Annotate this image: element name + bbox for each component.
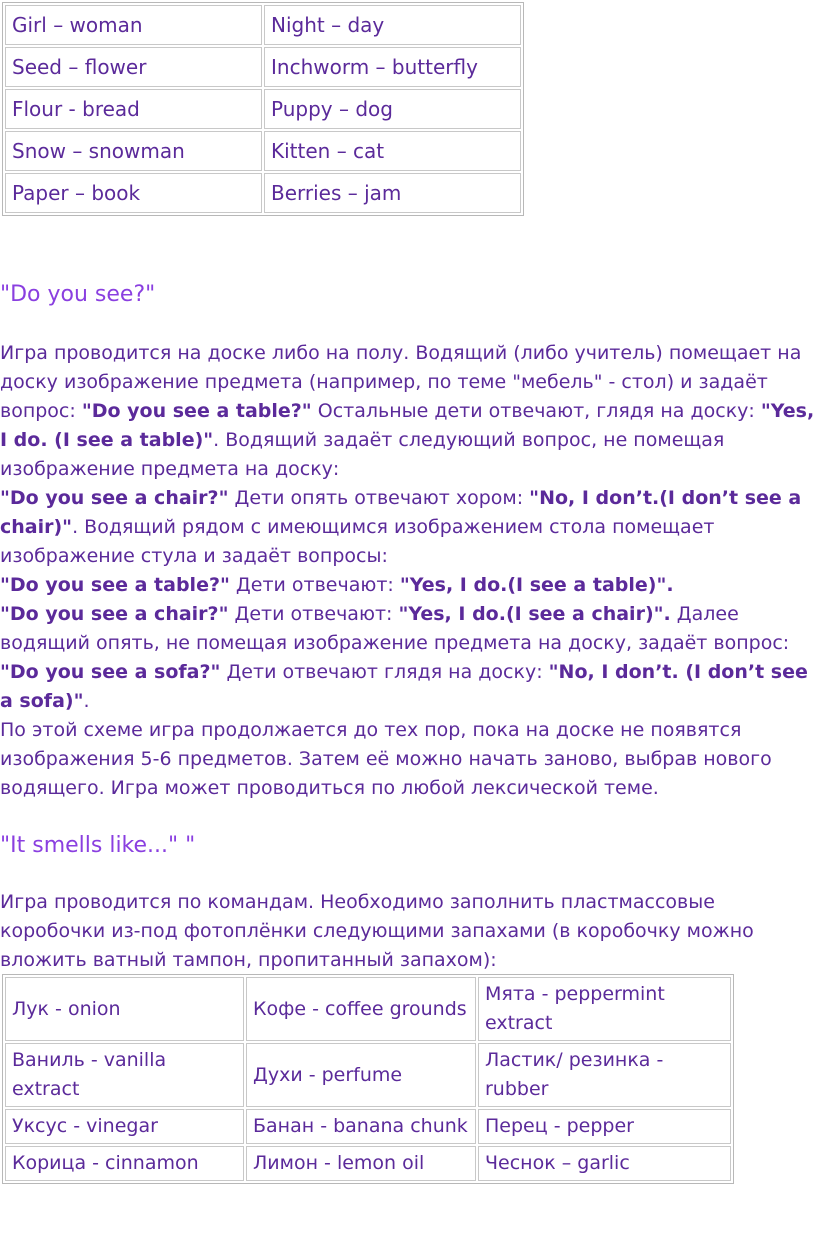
table-cell: Кофе - coffee grounds: [246, 977, 476, 1041]
answer: "No, I don’t. (I don’t see a sofa)": [0, 661, 808, 712]
table-row: [5, 173, 521, 213]
table-cell: Inchworm – butterfly: [264, 47, 521, 87]
table-cell: Snow – snowman: [5, 131, 262, 171]
table-row: [5, 89, 521, 129]
answer: "No, I don’t.(I don’t see a chair)": [0, 487, 802, 538]
section-body-it-smells-like: Игра проводится по командам. Необходимо заполнить пластмассовые коробочки из-под фотоплёнки следующими запахами (в коробочку можно вложить ватный тампон, пропитанный запахом):: [0, 891, 754, 971]
smells-table: [2, 974, 734, 1184]
table-cell: Перец - pepper: [478, 1109, 731, 1144]
section-body-do-you-see: [0, 339, 816, 803]
table-row: [5, 131, 521, 171]
table-cell: Духи - perfume: [246, 1043, 476, 1107]
text: По этой схеме игра продолжается до тех пор, пока на доске не появятся изображения 5-6 предметов. Затем её можно начать заново, выбрав нового водящего. Игра может проводиться по любой лексической теме.: [0, 719, 772, 799]
answer: "Yes, I do.(I see a table)".: [399, 574, 674, 596]
table-cell: Лук - onion: [5, 977, 244, 1041]
table-row: [5, 1109, 731, 1144]
table-row: [5, 977, 731, 1041]
question: "Do you see a table?": [81, 400, 312, 422]
text: Дети отвечают:: [228, 603, 399, 625]
table-cell: Корица - cinnamon: [5, 1146, 244, 1181]
table-cell: Мята - peppermint extract: [478, 977, 731, 1041]
table-cell: Puppy – dog: [264, 89, 521, 129]
table-cell: Seed – flower: [5, 47, 262, 87]
table-cell: Ваниль - vanilla extract: [5, 1043, 244, 1107]
text: . Водящий задаёт следующий вопрос, не помещая изображение предмета на доску:: [0, 429, 725, 480]
text: Дети отвечают глядя на доску:: [220, 661, 549, 683]
table-cell: Чеснок – garlic: [478, 1146, 731, 1181]
word-pairs-table: [2, 2, 524, 216]
text: . Водящий рядом с имеющимся изображением стола помещает изображение стула и задаёт вопросы:: [0, 516, 715, 567]
table-cell: Flour - bread: [5, 89, 262, 129]
section-title-it-smells-like: "It smells like..." ": [0, 833, 196, 858]
table-cell: Лимон - lemon oil: [246, 1146, 476, 1181]
table-row: [5, 1043, 731, 1107]
text: Остальные дети отвечают, глядя на доску:: [311, 400, 761, 422]
table-cell: Уксус - vinegar: [5, 1109, 244, 1144]
table-cell: Ластик/ резинка - rubber: [478, 1043, 731, 1107]
text: .: [83, 690, 90, 712]
table-cell: Berries – jam: [264, 173, 521, 213]
section-title-do-you-see: "Do you see?": [0, 282, 156, 307]
table-cell: Paper – book: [5, 173, 262, 213]
table-cell: Kitten – cat: [264, 131, 521, 171]
table-cell: Банан - banana chunk: [246, 1109, 476, 1144]
answer: "Yes, I do.(I see a chair)".: [398, 603, 671, 625]
question: "Do you see a table?": [0, 574, 230, 596]
text: Дети опять отвечают хором:: [228, 487, 530, 509]
question: "Do you see a sofa?": [0, 661, 221, 683]
table-row: [5, 47, 521, 87]
answer: "Yes, I do. (I see a table)": [0, 400, 815, 451]
question: "Do you see a chair?": [0, 603, 229, 625]
table-row: [5, 5, 521, 45]
table-cell: Night – day: [264, 5, 521, 45]
question: "Do you see a chair?": [0, 487, 229, 509]
text: Далее водящий опять, не помещая изображение предмета на доску, задаёт вопрос:: [0, 603, 790, 654]
table-row: [5, 1146, 731, 1181]
text: Игра проводится на доске либо на полу. Водящий (либо учитель) помещает на доску изображение предмета (например, по теме "мебель" - стол) и задаёт вопрос:: [0, 342, 802, 422]
table-cell: Girl – woman: [5, 5, 262, 45]
text: Дети отвечают:: [229, 574, 400, 596]
